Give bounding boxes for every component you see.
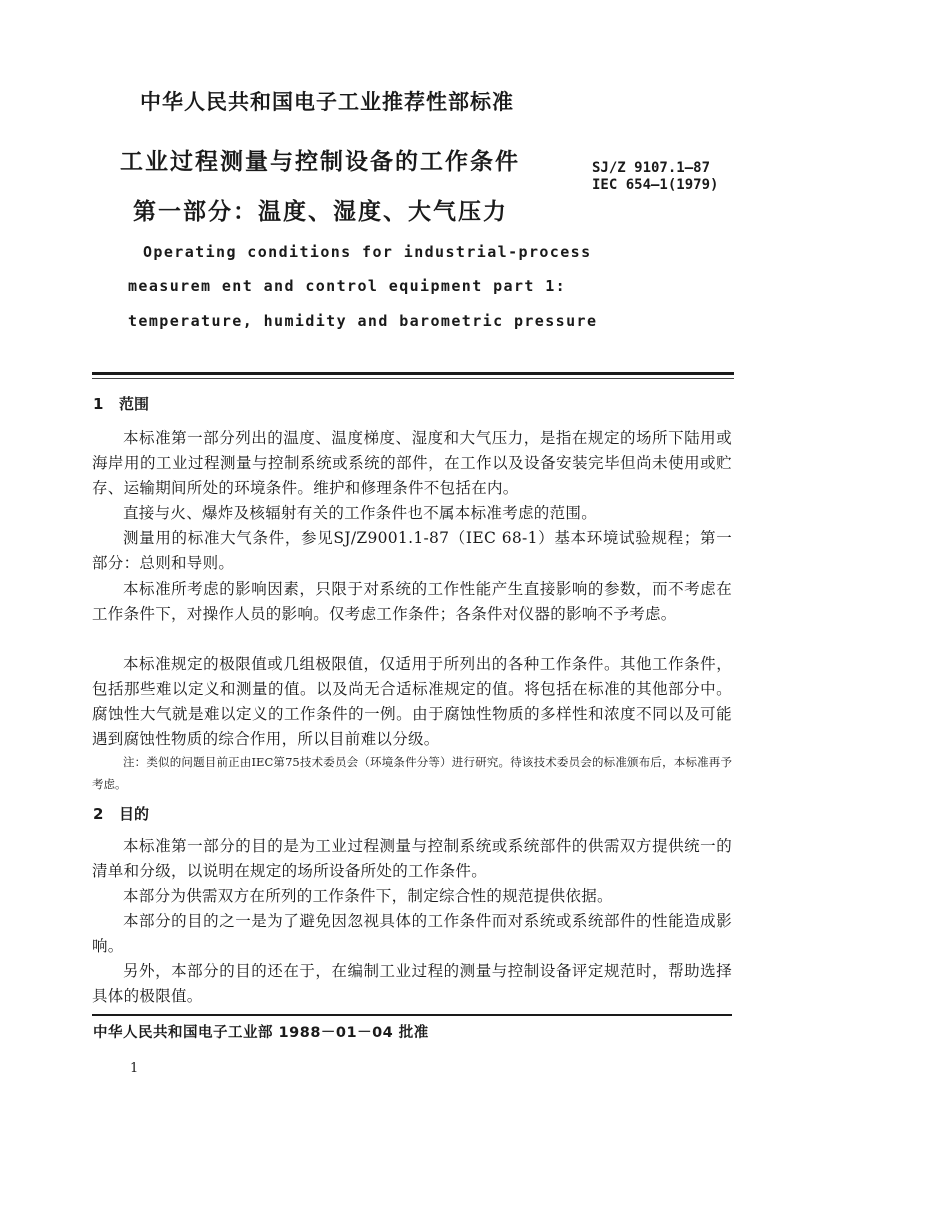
paragraph: 本标准所考虑的影响因素，只限于对系统的工作性能产生直接影响的参数，而不考虑在工作条件下，对操作人员的影响。仅考虑工作条件；各条件对仪器的影响不予考虑。 (92, 580, 732, 623)
paragraph: 本部分为供需双方在所列的工作条件下，制定综合性的规范提供依据。 (123, 887, 613, 905)
english-title-line3: temperature, humidity and barometric pressure (128, 312, 598, 330)
document-title-line1: 工业过程测量与控制设备的工作条件 (120, 149, 520, 175)
page-number: 1 (130, 1061, 139, 1076)
paragraph: 另外，本部分的目的还在于，在编制工业过程的测量与控制设备评定规范时，帮助选择具体的极限值。 (92, 962, 732, 1005)
standard-org-heading: 中华人民共和国电子工业推荐性部标准 (140, 90, 514, 114)
header-divider-thin (92, 378, 734, 379)
section-1-heading (93, 393, 149, 414)
paragraph: 测量用的标准大气条件，参见SJ/Z9001.1-87（IEC 68-1）基本环境试验规程；第一部分：总则和导则。 (92, 529, 732, 572)
section-title: 目的 (119, 805, 150, 823)
paragraph: 本标准第一部分列出的温度、温度梯度、湿度和大气压力，是指在规定的场所下陆用或海岸用的工业过程测量与控制系统或系统的部件，在工作以及设备安装完毕但尚未使用或贮存、运输期间所处的环境条件。维护和修理条件不包括在内。 (92, 429, 732, 497)
section-title: 范围 (119, 395, 150, 413)
header-divider (92, 372, 734, 375)
paragraph: 本标准规定的极限值或几组极限值，仅适用于所列出的各种工作条件。其他工作条件，包括那些难以定义和测量的值。以及尚无合适标准规定的值。将包括在标准的其他部分中。腐蚀性大气就是难以定义的工作条件的一例。由于腐蚀性物质的多样性和浓度不同以及可能遇到腐蚀性物质的综合作用，所以目前难以分级。 (92, 655, 732, 748)
section-2-heading (93, 803, 149, 824)
english-title-line1: Operating conditions for industrial-process (143, 243, 592, 261)
approval-line: 中华人民共和国电子工业部 1988－01－04 批准 (93, 1025, 429, 1041)
section-number: 2 (93, 805, 104, 823)
paragraph: 本标准第一部分的目的是为工业过程测量与控制系统或系统部件的供需双方提供统一的清单和分级，以说明在规定的场所设备所处的工作条件。 (92, 837, 732, 880)
document-title-line2: 第一部分：温度、湿度、大气压力 (133, 199, 508, 225)
note: 注：类似的问题目前正由IEC第75技术委员会（环境条件分等）进行研究。待该技术委员会的标准颁布后，本标准再予考虑。 (92, 755, 732, 791)
section-number: 1 (93, 395, 104, 413)
standard-code: SJ/Z 9107.1—87 (592, 160, 711, 176)
english-title-line2: measurem ent and control equipment part 1: (128, 277, 567, 295)
iec-code: IEC 654—1(1979) (592, 177, 719, 193)
footer-divider (92, 1014, 732, 1016)
paragraph: 直接与火、爆炸及核辐射有关的工作条件也不属本标准考虑的范围。 (123, 504, 598, 522)
paragraph: 本部分的目的之一是为了避免因忽视具体的工作条件而对系统或系统部件的性能造成影响。 (92, 912, 732, 955)
